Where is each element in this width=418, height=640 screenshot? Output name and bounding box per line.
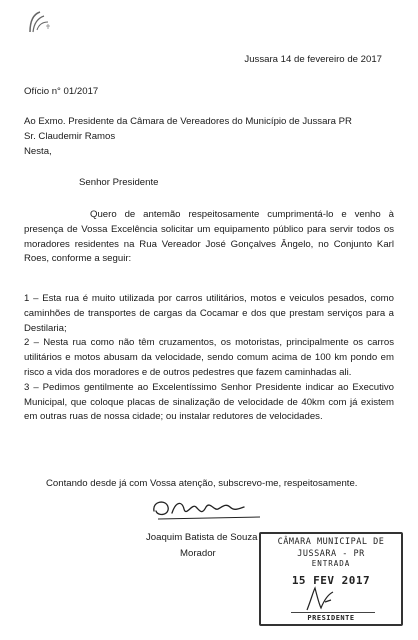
sender-name: Joaquim Batista de Souza [146,532,258,543]
stamp-signature-rule [291,612,375,613]
stamp-line-2: JUSSARA - PR [297,549,365,559]
letterhead-logo-icon [24,8,58,36]
reception-stamp [259,532,403,626]
letter-date: Jussara 14 de fevereiro de 2017 [244,54,382,65]
item-2: 2 – Nesta rua como não têm cruzamentos, os motoristas, principalmente os carros utilitários e motos abusam da velocidade, sendo comum acima de 100 km pondo em risco a vida dos moradores e de outros pedestres que fazem caminhadas ali. [24,337,394,378]
closing-line: Contando desde já com Vossa atenção, subscrevo-me, respeitosamente. [46,478,358,489]
item-1: 1 – Esta rua é muito utilizada por carros utilitários, motos e veiculos pesados, como caminhões de transportes de cargas da Cocamar e dos que prestam serviços para a Destilaria; [24,293,394,334]
items-block [24,292,394,425]
addressee-line-3: Nesta, [24,146,52,157]
stamp-date: 15 FEV 2017 [291,574,371,587]
addressee-line-2: Sr. Claudemir Ramos [24,131,116,142]
stamp-footer: PRESIDENTE [307,614,355,622]
stamp-initials-icon [297,586,357,612]
addressee-line-1: Ao Exmo. Presidente da Câmara de Vereadores do Município de Jussara PR [24,116,352,127]
item-3: 3 – Pedimos gentilmente ao Excelentíssimo Senhor Presidente indicar ao Executivo Municipal, que coloque placas de sinalização de velocidade de 40km com já existem em outras ruas de nossa cidade; ou instalar redutores de velocidades. [24,381,394,423]
intro-text: Quero de antemão respeitosamente cumprimentá-lo e venho à presença de Vossa Excelência solicitar um equipamento público para servir todos os moradores residentes na Rua Vereador José Gonçalves Ângelo, no Conjunto Karl Roes, conforme a seguir: [24,209,394,265]
stamp-line-1: CÂMARA MUNICIPAL DE [277,537,385,547]
office-number: Ofício n° 01/2017 [24,86,99,97]
sender-role: Morador [180,548,216,559]
intro-paragraph [24,208,394,267]
salutation: Senhor Presidente [79,177,159,188]
stamp-line-3: ENTRADA [311,559,351,568]
signature-icon [148,489,268,525]
